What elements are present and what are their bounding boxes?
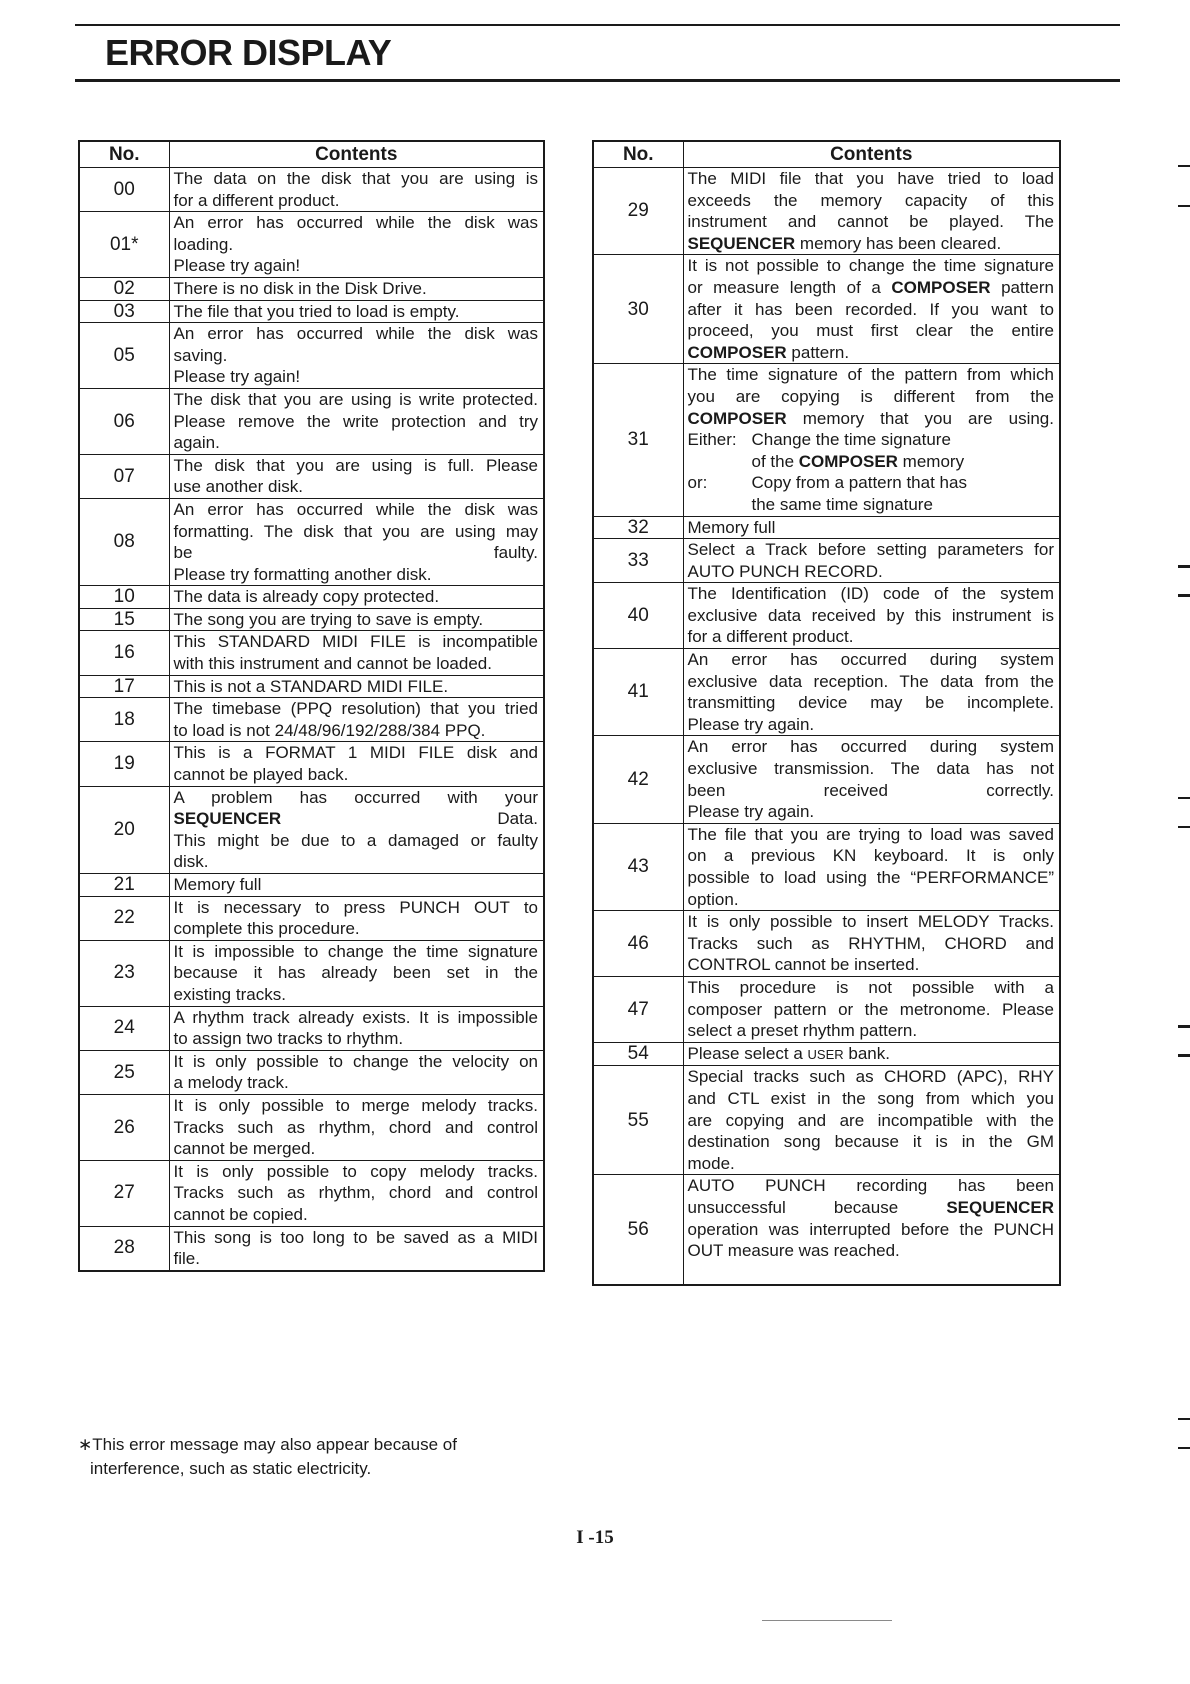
description-line: possible to load using the “PERFORMANCE”	[687, 868, 1054, 887]
description-line: Please try formatting another disk.	[173, 564, 432, 584]
error-code: 40	[593, 583, 683, 649]
error-code: 01*	[79, 212, 169, 278]
table-row	[593, 583, 1060, 649]
description-line: operation was interrupted before the PUNCH	[687, 1219, 1054, 1239]
page-number: I -15	[576, 1527, 614, 1548]
description-line: a melody track.	[173, 1073, 289, 1093]
error-description	[169, 1006, 544, 1050]
description-line: COMPOSER memory that you are using.	[687, 408, 1054, 428]
footnote	[78, 1433, 598, 1481]
description-line: again.	[173, 433, 220, 453]
error-description	[169, 586, 544, 609]
description-line: An error has occurred during system	[687, 650, 1054, 670]
error-code: 21	[79, 874, 169, 897]
error-code: 20	[79, 786, 169, 873]
error-description	[169, 608, 544, 631]
table-row	[79, 168, 544, 212]
error-code: 28	[79, 1226, 169, 1271]
table-row	[79, 323, 544, 389]
error-code: 15	[79, 608, 169, 631]
description-line: composer pattern or the metronome. Please	[687, 999, 1054, 1019]
description-line: on a previous KN keyboard. It is only	[687, 846, 1054, 866]
table-row	[79, 1226, 544, 1271]
table-row	[593, 168, 1060, 255]
error-code: 22	[79, 896, 169, 940]
error-description	[169, 168, 544, 212]
error-description	[683, 736, 1060, 823]
error-code: 23	[79, 940, 169, 1006]
error-description	[683, 1066, 1060, 1175]
error-description	[169, 631, 544, 675]
description-line: Tracks such as rhythm, chord and control	[173, 1183, 538, 1203]
description-line: be faulty.	[173, 543, 538, 563]
margin-mark	[1178, 1025, 1190, 1028]
table-row	[79, 874, 544, 897]
description-line: OUT measure was reached.	[687, 1241, 900, 1261]
description-line: been received correctly.	[687, 780, 1054, 800]
page-title: ERROR DISPLAY	[105, 32, 392, 73]
description-line: SEQUENCER Data.	[173, 809, 538, 829]
description-line: Tracks such as rhythm, chord and control	[173, 1117, 538, 1137]
description-line: Special tracks such as CHORD (APC), RHY	[687, 1067, 1054, 1087]
error-code: 16	[79, 631, 169, 675]
error-description	[683, 583, 1060, 649]
error-description	[169, 786, 544, 873]
error-description	[683, 823, 1060, 910]
error-description	[169, 323, 544, 389]
description-line: or: Copy from a pattern that has	[687, 473, 967, 493]
description-line: exceeds the memory capacity of this	[687, 190, 1054, 210]
error-code: 26	[79, 1094, 169, 1160]
column-header-contents: Contents	[169, 141, 544, 168]
description-line: The timebase (PPQ resolution) that you tried	[173, 699, 538, 719]
description-line: COMPOSER pattern.	[687, 342, 850, 362]
description-line: It is only possible to copy melody tracks.	[173, 1161, 538, 1181]
description-line: AUTO PUNCH RECORD.	[687, 561, 883, 581]
description-line: This is a FORMAT 1 MIDI FILE disk and	[173, 743, 538, 763]
error-code: 02	[79, 277, 169, 300]
description-line: instrument and cannot be played. The	[687, 212, 1054, 232]
description-line: It is only possible to change the velocity on	[173, 1051, 538, 1071]
error-code: 54	[593, 1042, 683, 1066]
description-line: cannot be played back.	[173, 765, 349, 785]
table-row	[79, 388, 544, 454]
table-row	[593, 364, 1060, 516]
table-row	[593, 911, 1060, 977]
description-line: disk.	[173, 852, 209, 872]
margin-mark	[1178, 1054, 1190, 1057]
description-line: unsuccessful because SEQUENCER	[687, 1197, 1054, 1217]
description-line: The data is already copy protected.	[173, 587, 440, 607]
error-code: 55	[593, 1066, 683, 1175]
error-code: 41	[593, 649, 683, 736]
description-line: The disk that you are using is write protected.	[173, 389, 538, 409]
error-code: 33	[593, 539, 683, 583]
description-line: because it has already been set in the	[173, 963, 538, 983]
description-line: Select a Track before setting parameters for	[687, 540, 1054, 560]
description-line: Please remove the write protection and try	[173, 411, 538, 431]
description-line: for a different product.	[173, 190, 340, 210]
margin-mark	[1178, 826, 1190, 828]
description-line: and CTL exist in the song from which you	[687, 1088, 1054, 1108]
description-line: There is no disk in the Disk Drive.	[173, 278, 427, 298]
description-line: A rhythm track already exists. It is impossible	[173, 1007, 538, 1027]
error-code: 10	[79, 586, 169, 609]
error-code: 06	[79, 388, 169, 454]
error-description	[169, 874, 544, 897]
description-line: The Identification (ID) code of the system	[687, 584, 1054, 604]
description-line: An error has occurred during system	[687, 737, 1054, 757]
error-code: 42	[593, 736, 683, 823]
margin-mark	[1178, 797, 1190, 799]
error-description	[683, 168, 1060, 255]
error-description	[169, 277, 544, 300]
error-description	[683, 1042, 1060, 1066]
header-rule-bottom	[75, 79, 1120, 82]
description-line: The MIDI file that you have tried to load	[687, 169, 1054, 188]
description-line: complete this procedure.	[173, 919, 360, 939]
description-line: to load is not 24/48/96/192/288/384 PPQ.	[173, 720, 486, 740]
description-line: It is impossible to change the time signature	[173, 941, 538, 961]
error-description	[169, 698, 544, 742]
table-row	[593, 516, 1060, 539]
description-line: Please try again.	[687, 802, 815, 822]
description-line: cannot be merged.	[173, 1139, 316, 1159]
error-code: 18	[79, 698, 169, 742]
description-line: This is not a STANDARD MIDI FILE.	[173, 676, 449, 696]
description-line: It is not possible to change the time signature	[687, 256, 1054, 276]
error-description	[683, 976, 1060, 1042]
description-line: you are copying is different from the	[687, 386, 1054, 406]
description-line: It is only possible to insert MELODY Tracks.	[687, 912, 1054, 932]
error-description	[683, 1175, 1060, 1286]
description-line: mode.	[687, 1153, 735, 1173]
description-line: This might be due to a damaged or faulty	[173, 830, 538, 850]
description-line: use another disk.	[173, 477, 303, 497]
description-line: cannot be copied.	[173, 1204, 308, 1224]
column-header-no: No.	[79, 141, 169, 168]
error-code: 17	[79, 675, 169, 698]
description-line: Please try again.	[687, 714, 815, 734]
description-line: to assign two tracks to rhythm.	[173, 1029, 404, 1049]
description-line: This song is too long to be saved as a MIDI	[173, 1227, 538, 1247]
description-line: The file that you tried to load is empty.	[173, 301, 460, 321]
table-row	[593, 736, 1060, 823]
description-line: This STANDARD MIDI FILE is incompatible	[173, 632, 538, 652]
description-line: proceed, you must first clear the entire	[687, 321, 1054, 341]
table-row	[79, 742, 544, 786]
error-code: 30	[593, 255, 683, 364]
error-description	[683, 255, 1060, 364]
error-description	[169, 742, 544, 786]
description-line: existing tracks.	[173, 984, 286, 1004]
error-code: 00	[79, 168, 169, 212]
error-description	[683, 539, 1060, 583]
error-description	[683, 516, 1060, 539]
table-row	[79, 277, 544, 300]
error-code: 47	[593, 976, 683, 1042]
table-row	[79, 675, 544, 698]
footnote-line: interference, such as static electricity.	[90, 1459, 372, 1478]
description-line: AUTO PUNCH recording has been	[687, 1176, 1054, 1196]
error-code: 43	[593, 823, 683, 910]
description-line: Memory full	[173, 875, 262, 894]
table-row	[79, 1160, 544, 1226]
table-row	[79, 608, 544, 631]
error-code: 56	[593, 1175, 683, 1286]
table-row	[79, 212, 544, 278]
description-line: An error has occurred while the disk was	[173, 499, 538, 519]
error-description	[169, 388, 544, 454]
scan-artifact	[762, 1620, 892, 1621]
description-line: with this instrument and cannot be loaded.	[173, 654, 492, 674]
description-line: file.	[173, 1249, 200, 1269]
description-line: saving.	[173, 345, 228, 365]
error-description	[169, 454, 544, 498]
description-line: of the COMPOSER memory	[751, 451, 965, 471]
error-description	[169, 1160, 544, 1226]
table-row	[79, 498, 544, 585]
description-line: An error has occurred while the disk was	[173, 324, 538, 344]
error-code: 24	[79, 1006, 169, 1050]
margin-mark	[1178, 594, 1190, 597]
table-header-row	[593, 141, 1060, 168]
description-line: the same time signature	[751, 494, 933, 514]
error-code: 03	[79, 300, 169, 323]
description-line: select a preset rhythm pattern.	[687, 1021, 918, 1041]
table-row	[593, 1066, 1060, 1175]
error-description	[169, 940, 544, 1006]
error-description	[169, 212, 544, 278]
table-row	[593, 976, 1060, 1042]
table-row	[79, 896, 544, 940]
margin-mark	[1178, 565, 1190, 568]
description-line: An error has occurred while the disk was	[173, 213, 538, 233]
description-line: after it has been recorded. If you want to	[687, 299, 1054, 319]
description-line: CONTROL cannot be inserted.	[687, 955, 920, 975]
table-row	[79, 631, 544, 675]
margin-mark	[1178, 1447, 1190, 1449]
description-line: A problem has occurred with your	[173, 787, 538, 807]
error-description	[169, 675, 544, 698]
description-line: The time signature of the pattern from which	[687, 365, 1054, 385]
table-header-row	[79, 141, 544, 168]
column-header-contents: Contents	[683, 141, 1060, 168]
description-line: Please try again!	[173, 367, 301, 387]
description-line: or measure length of a COMPOSER pattern	[687, 277, 1055, 297]
error-table-right	[592, 140, 1061, 1286]
description-line: SEQUENCER memory has been cleared.	[687, 233, 1002, 253]
error-code: 25	[79, 1050, 169, 1094]
error-code: 31	[593, 364, 683, 516]
table-row	[79, 300, 544, 323]
error-description	[169, 1226, 544, 1271]
error-description	[683, 911, 1060, 977]
table-row	[79, 786, 544, 873]
error-code: 27	[79, 1160, 169, 1226]
table-row	[79, 1050, 544, 1094]
error-code: 07	[79, 454, 169, 498]
description-line: It is necessary to press PUNCH OUT to	[173, 897, 538, 917]
table-row	[593, 539, 1060, 583]
error-code: 19	[79, 742, 169, 786]
description-line: The song you are trying to save is empty.	[173, 609, 484, 629]
description-line: loading.	[173, 234, 234, 254]
table-row	[79, 1094, 544, 1160]
description-line: for a different product.	[687, 627, 854, 647]
error-description	[169, 300, 544, 323]
description-line: transmitting device may be incomplete.	[687, 693, 1054, 713]
description-line: The disk that you are using is full. Please	[173, 455, 538, 475]
table-row	[79, 698, 544, 742]
margin-mark	[1178, 205, 1190, 207]
error-description	[169, 1050, 544, 1094]
description-line: Either: Change the time signature	[687, 430, 951, 450]
margin-mark	[1178, 165, 1190, 167]
table-row	[593, 649, 1060, 736]
description-line: exclusive data received by this instrument is	[687, 605, 1054, 625]
description-line: exclusive data reception. The data from the	[687, 671, 1054, 691]
description-line: Tracks such as RHYTHM, CHORD and	[687, 933, 1054, 953]
footnote-line: ∗This error message may also appear because of	[78, 1435, 457, 1454]
description-line: It is only possible to merge melody tracks.	[173, 1095, 538, 1115]
table-row	[593, 1042, 1060, 1066]
description-line: exclusive transmission. The data has not	[687, 759, 1054, 779]
description-line: Please select a USER bank.	[687, 1043, 890, 1063]
error-description	[169, 1094, 544, 1160]
error-code: 05	[79, 323, 169, 389]
error-code: 32	[593, 516, 683, 539]
error-description	[683, 649, 1060, 736]
error-code: 46	[593, 911, 683, 977]
table-row	[593, 1175, 1060, 1286]
error-code: 08	[79, 498, 169, 585]
description-line: Please try again!	[173, 256, 301, 276]
table-row	[593, 823, 1060, 910]
margin-mark	[1178, 1418, 1190, 1420]
error-description	[169, 498, 544, 585]
table-row	[79, 1006, 544, 1050]
error-table-left	[78, 140, 545, 1272]
table-row	[79, 586, 544, 609]
description-line: This procedure is not possible with a	[687, 977, 1054, 997]
table-row	[79, 454, 544, 498]
column-header-no: No.	[593, 141, 683, 168]
description-line: The data on the disk that you are using is	[173, 169, 538, 188]
description-line: The file that you are trying to load was saved	[687, 824, 1054, 844]
table-row	[593, 255, 1060, 364]
description-line: Memory full	[687, 517, 776, 537]
table-row	[79, 940, 544, 1006]
header-rule-top	[75, 24, 1120, 26]
error-description	[169, 896, 544, 940]
description-line: are copying and are incompatible with the	[687, 1110, 1054, 1130]
description-line: formatting. The disk that you are using may	[173, 521, 538, 541]
error-description	[683, 364, 1060, 516]
description-line: destination song because it is in the GM	[687, 1132, 1054, 1152]
error-code: 29	[593, 168, 683, 255]
description-line: option.	[687, 889, 739, 909]
